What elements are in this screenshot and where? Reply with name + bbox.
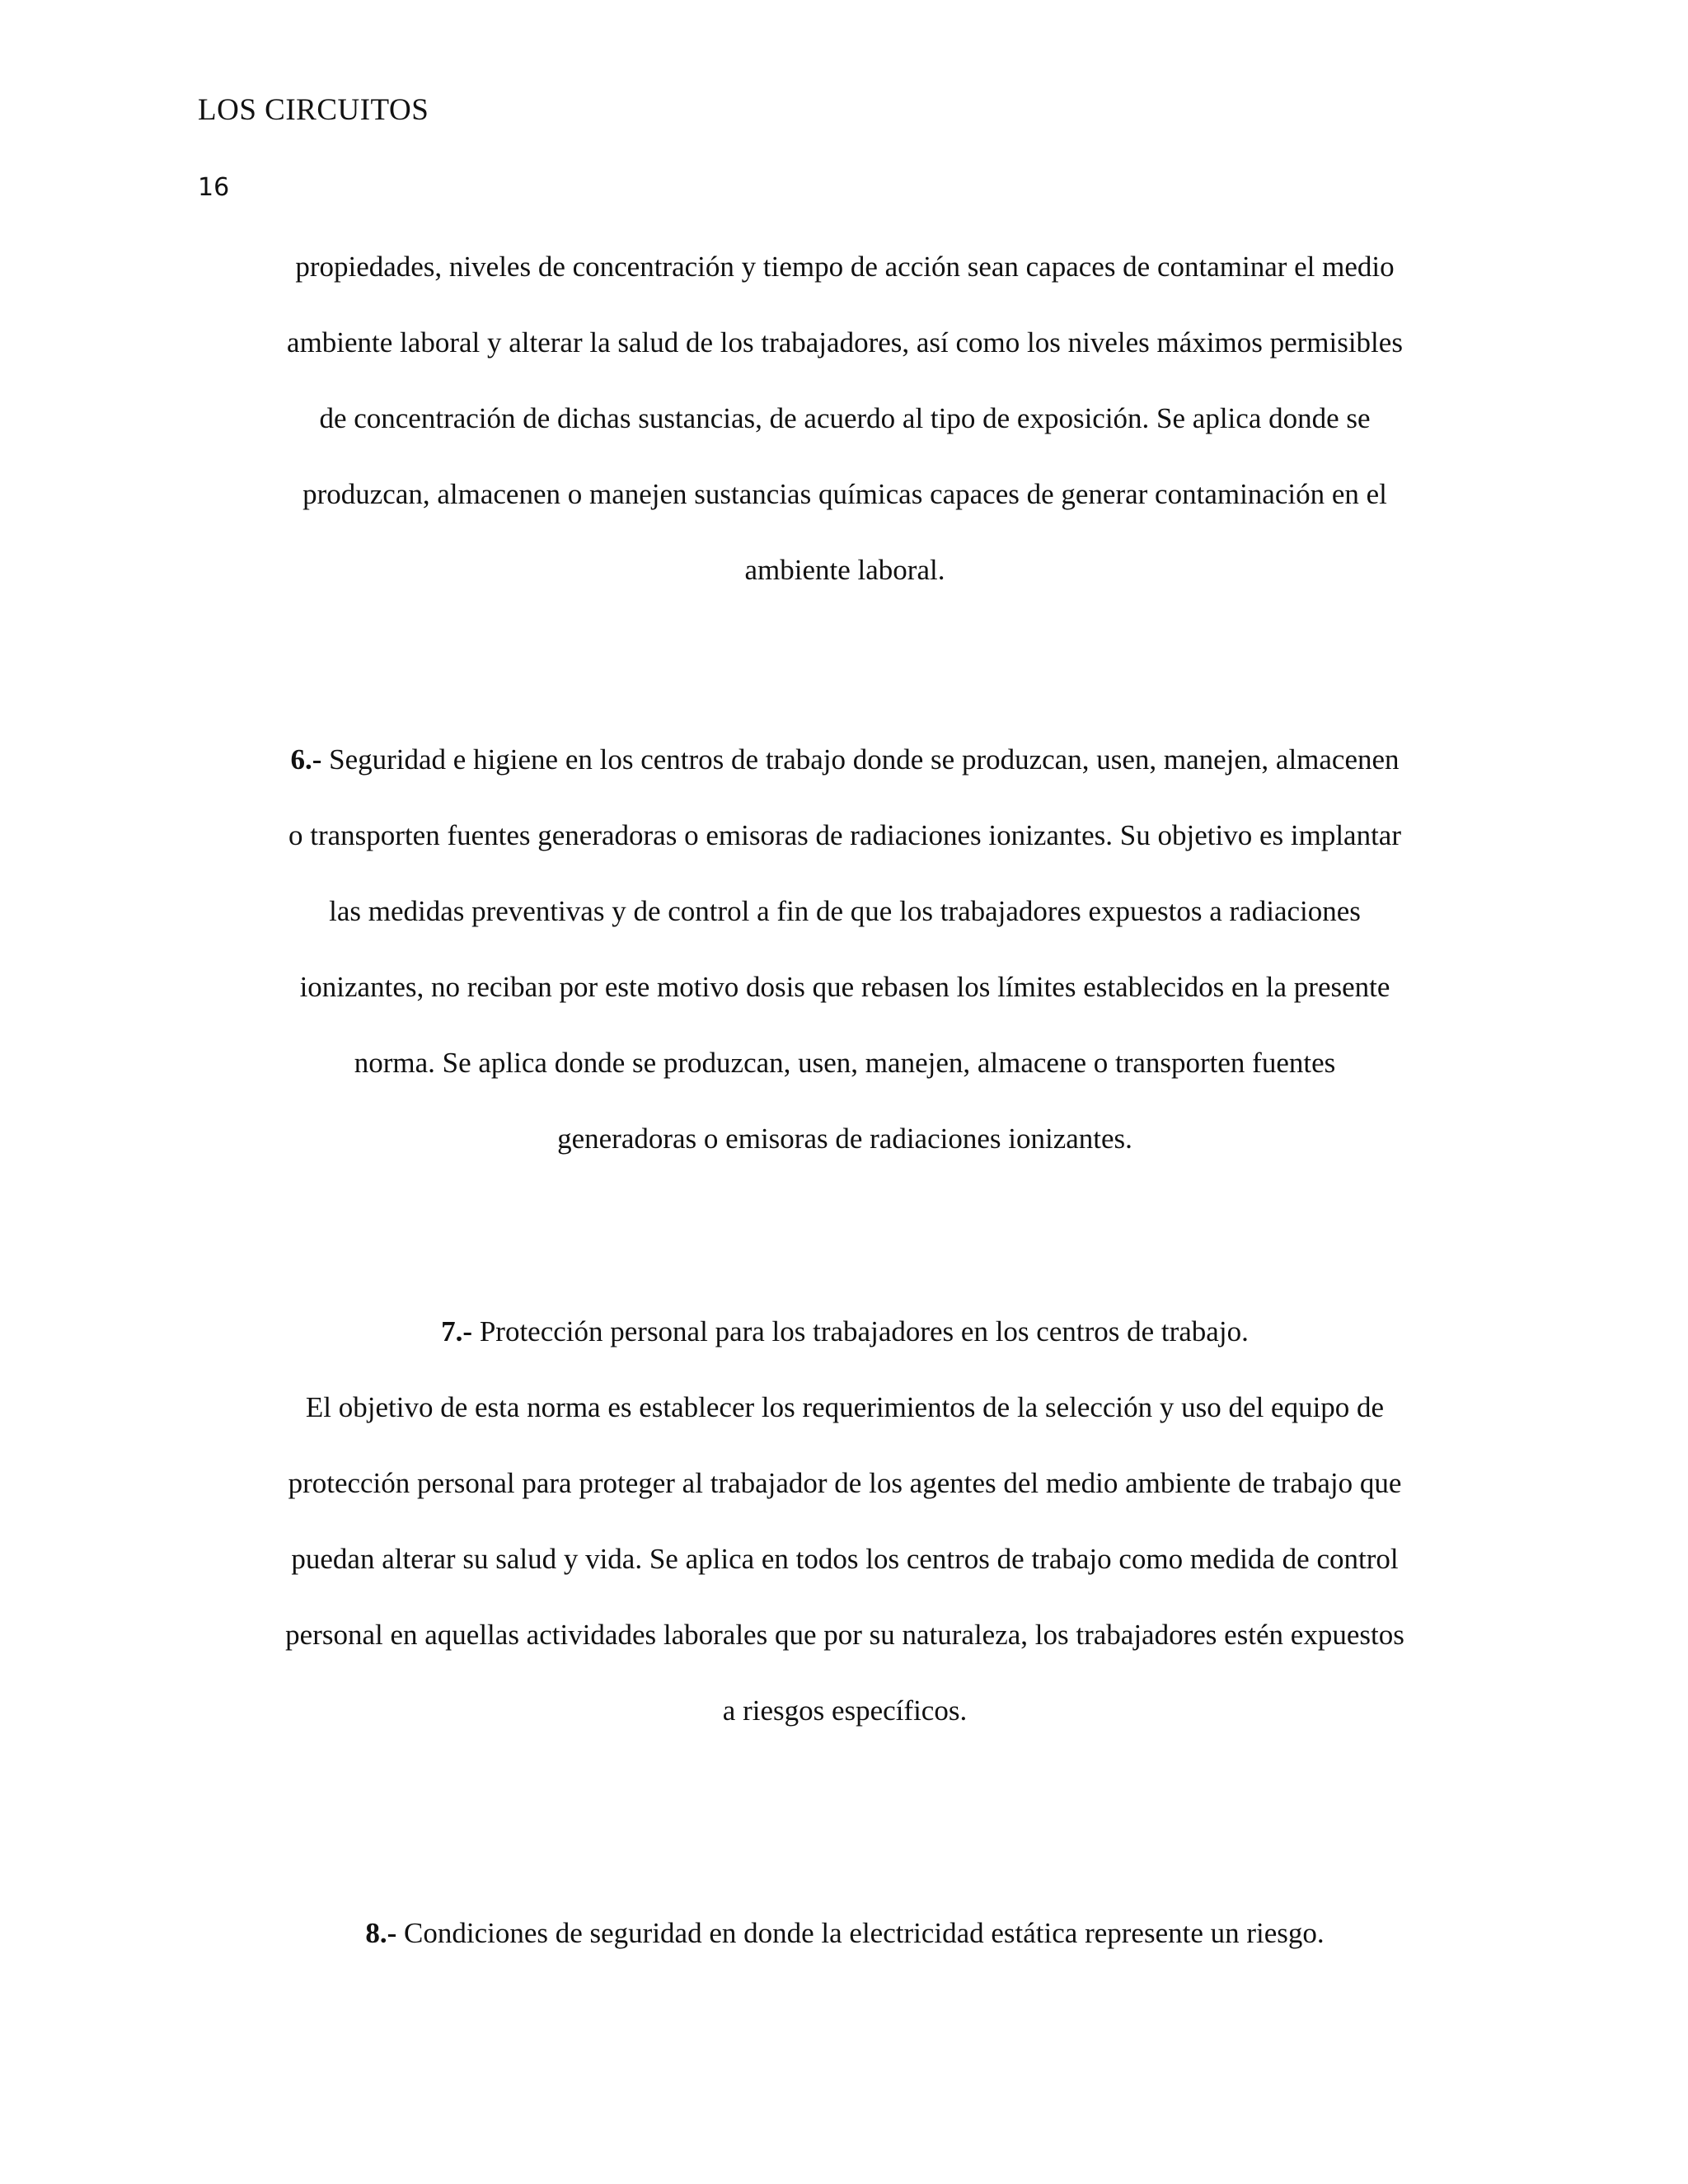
paragraph-line: El objetivo de esta norma es establecer los requerimientos de la selección y uso del equipo de [305,1391,1385,1423]
section-7-heading-line [198,1294,1492,1370]
paragraph-line: propiedades, niveles de concentración y tiempo de acción sean capaces de contaminar el medio [295,251,1395,283]
page-number: 16 [198,173,230,202]
section-6-number: 6.- [290,743,322,776]
section-7-title: Protección personal para los trabajadores en los centros de trabajo. [479,1315,1249,1347]
paragraph-line: protección personal para proteger al trabajador de los agentes del medio ambiente de trabajo que [288,1467,1402,1499]
section-7-number: 7.- [441,1315,473,1347]
paragraph-line: norma. Se aplica donde se produzcan, usen, manejen, almacene o transporten fuentes [354,1047,1336,1079]
paragraph-line: o transporten fuentes generadoras o emisoras de radiaciones ionizantes. Su objetivo es implantar [288,819,1401,851]
paragraph-line: personal en aquellas actividades laborales que por su naturaleza, los trabajadores estén expuestos [285,1619,1404,1651]
section-6-first-line: Seguridad e higiene en los centros de trabajo donde se produzcan, usen, manejen, almacenen [329,743,1400,776]
section-8-number: 8.- [365,1917,397,1949]
paragraph-line: puedan alterar su salud y vida. Se aplica en todos los centros de trabajo como medida de control [291,1543,1399,1575]
paragraph-line: produzcan, almacenen o manejen sustancias químicas capaces de generar contaminación en el [302,478,1387,510]
section-8-paragraph [198,1896,1492,1971]
paragraph-line: generadoras o emisoras de radiaciones ionizantes. [557,1122,1132,1155]
section-8-heading-line [198,1896,1492,1971]
section-8-title: Condiciones de seguridad en donde la electricidad estática represente un riesgo. [404,1917,1325,1949]
paragraph-line: a riesgos específicos. [722,1694,968,1727]
paragraph-line: de concentración de dichas sustancias, de acuerdo al tipo de exposición. Se aplica donde se [319,402,1371,434]
paragraph-line: ionizantes, no reciban por este motivo dosis que rebasen los límites establecidos en la presente [299,971,1390,1003]
running-head: LOS CIRCUITOS [198,93,429,127]
paragraph-line: ambiente laboral y alterar la salud de los trabajadores, así como los niveles máximos permisibles [287,326,1403,359]
section-7-paragraph [198,1294,1492,1749]
paragraph-line: ambiente laboral. [744,554,945,586]
section-6-paragraph [198,722,1492,1177]
intro-paragraph [198,229,1492,608]
paragraph-line: las medidas preventivas y de control a fin de que los trabajadores expuestos a radiaciones [329,895,1361,927]
section-6-heading-line [198,722,1492,798]
